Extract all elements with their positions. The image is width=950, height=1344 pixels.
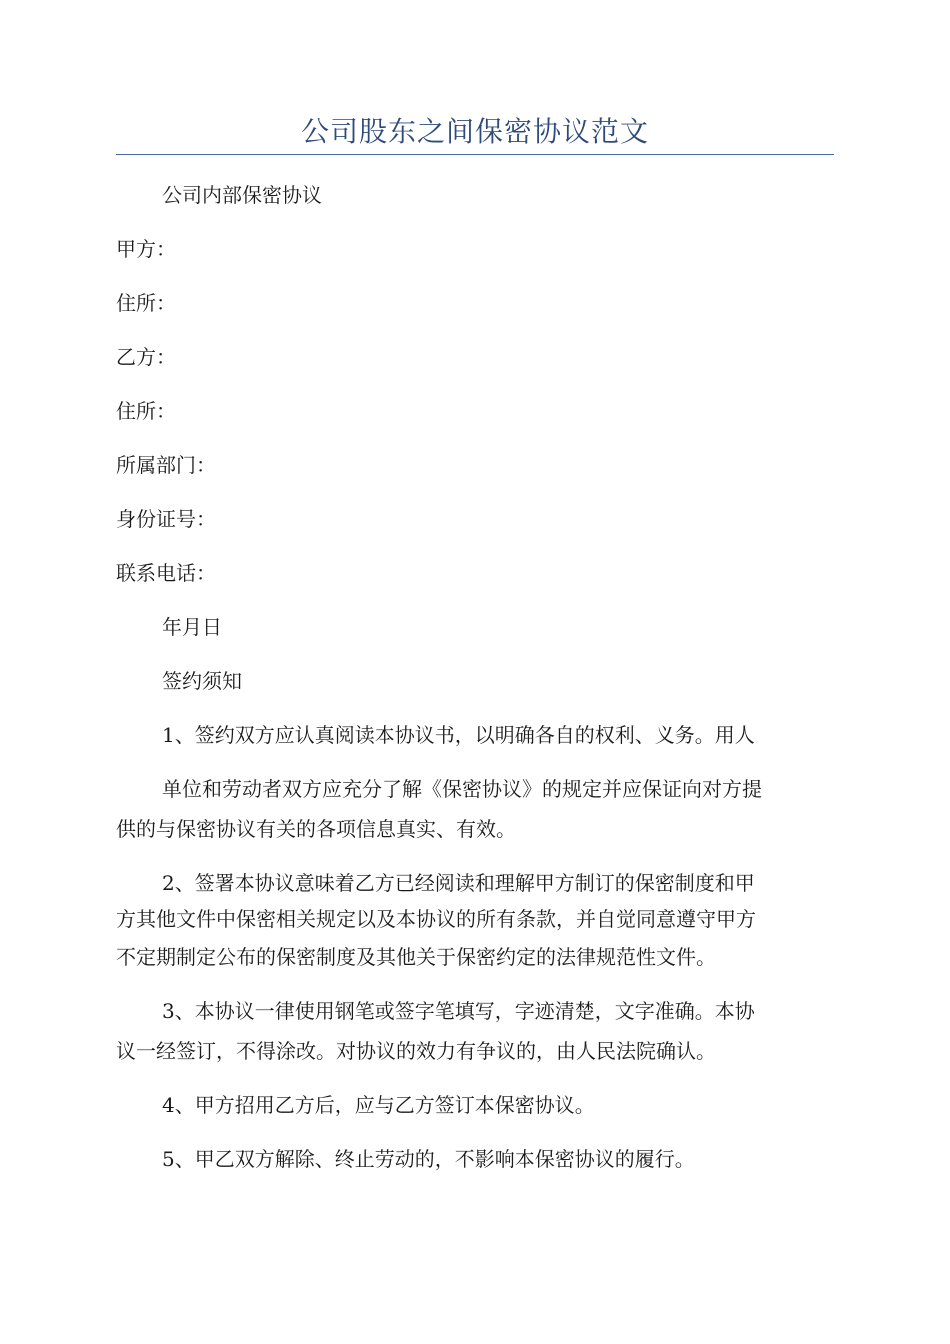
- field-party-a: 甲方：: [116, 237, 176, 261]
- field-department: 所属部门：: [116, 453, 216, 477]
- notice-heading: 签约须知: [162, 669, 242, 693]
- field-id-number: 身份证号：: [116, 507, 216, 531]
- clause-5-line-1: 5、甲乙双方解除、终止劳动的，不影响本保密协议的履行。: [162, 1147, 695, 1171]
- field-address-a: 住所：: [116, 291, 176, 315]
- field-party-b: 乙方：: [116, 345, 176, 369]
- field-phone: 联系电话：: [116, 561, 216, 585]
- clause-2-line-2: 方其他文件中保密相关规定以及本协议的所有条款，并自觉同意遵守甲方: [116, 907, 756, 931]
- clause-2-line-1: 2、签署本协议意味着乙方已经阅读和理解甲方制订的保密制度和甲: [162, 871, 755, 895]
- clause-4-line-1: 4、甲方招用乙方后，应与乙方签订本保密协议。: [162, 1093, 595, 1117]
- clause-1-line-1: 1、签约双方应认真阅读本协议书，以明确各自的权利、义务。用人: [162, 723, 755, 747]
- clause-3-line-2: 议一经签订，不得涂改。对协议的效力有争议的，由人民法院确认。: [116, 1039, 716, 1063]
- clause-3-line-1: 3、本协议一律使用钢笔或签字笔填写，字迹清楚，文字准确。本协: [162, 999, 755, 1023]
- clause-1-line-3: 供的与保密协议有关的各项信息真实、有效。: [116, 817, 516, 841]
- title-underline: [116, 154, 834, 155]
- page-title: 公司股东之间保密协议范文: [300, 115, 649, 148]
- date-line: 年月日: [162, 615, 222, 639]
- clause-1-line-2: 单位和劳动者双方应充分了解《保密协议》的规定并应保证向对方提: [162, 777, 762, 801]
- clause-2-line-3: 不定期制定公布的保密制度及其他关于保密约定的法律规范性文件。: [116, 945, 716, 969]
- subtitle: 公司内部保密协议: [162, 183, 322, 207]
- field-address-b: 住所：: [116, 399, 176, 423]
